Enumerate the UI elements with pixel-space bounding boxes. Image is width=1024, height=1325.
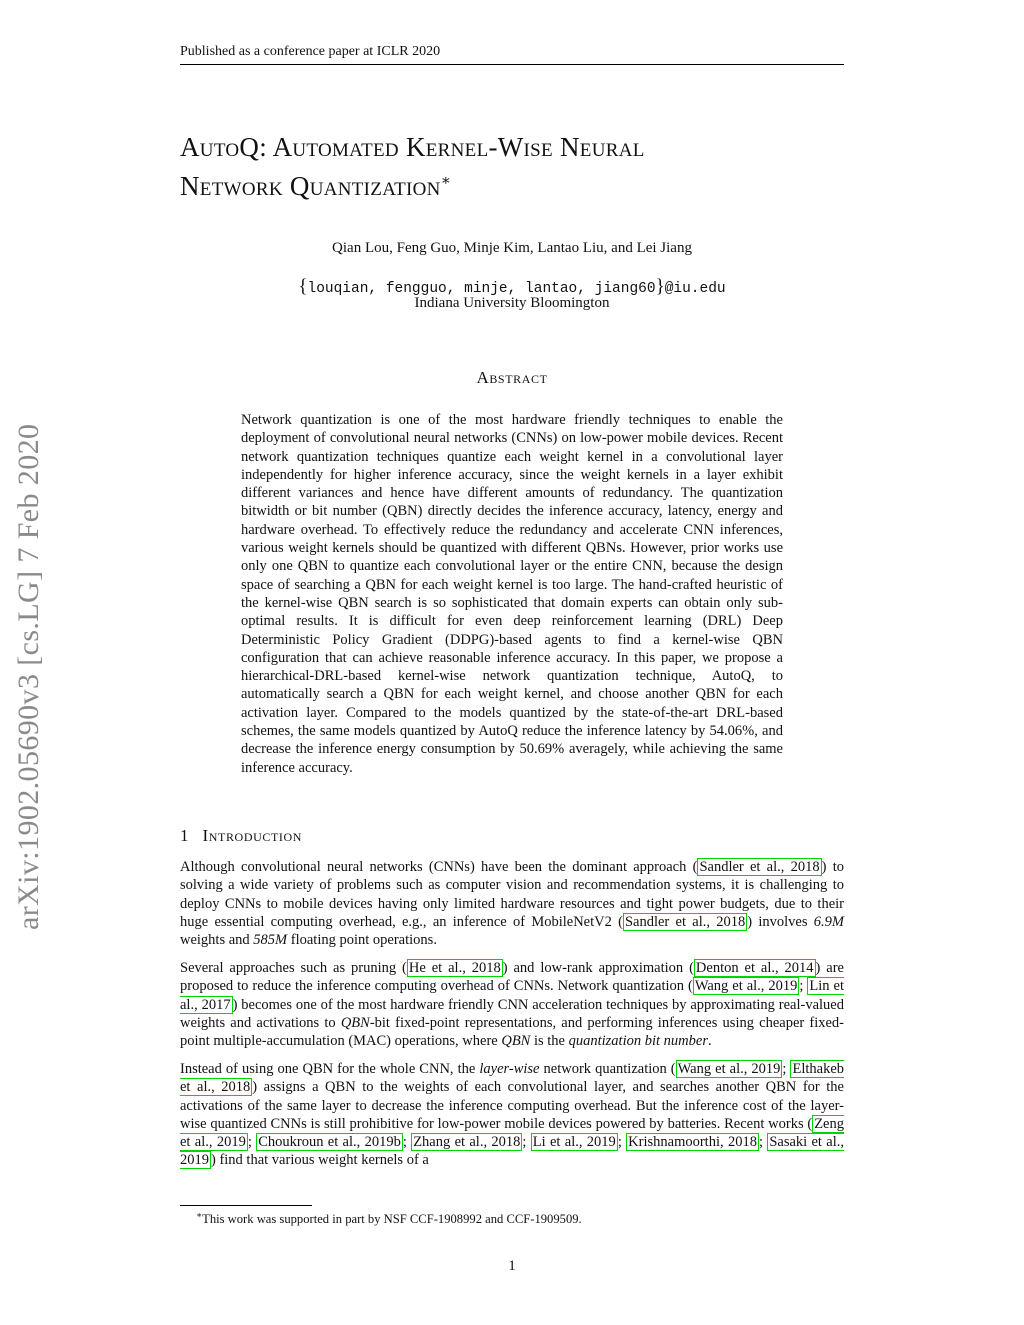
math-inline: 585M	[253, 932, 288, 949]
text-run: ) and low-rank approximation (	[502, 959, 694, 976]
text-run: .	[707, 1033, 712, 1050]
text-run: Although convolutional neural networks (CNNs) have been the dominant approach (	[180, 859, 698, 875]
citation-link[interactable]: Zhang et al., 2018	[413, 1134, 521, 1151]
text-run: ;	[758, 1134, 768, 1151]
text-run: ) assigns a QBN to the weights of each convolutional layer, and searches another QBN for the activations of the same layer to decrease the inference computing overhead. But the inference cost of the layer-wise quantized CNNs is still prohibitive for low-power mobile devices powered by batteries. Recent works (	[180, 1079, 844, 1132]
citation-link[interactable]: Sasaki et al., 2019	[180, 1134, 844, 1169]
text-run: -bit fixed-point representations, and performing inferences using cheaper fixed-point multiple-accumulation (MAC) operations, where	[180, 1014, 845, 1050]
text-run: ) find that various weight kernels of a	[211, 1152, 429, 1169]
text-run: ) to solving a wide variety of problems such as computer vision and recommendation systems, it is challenging to deploy CNNs to mobile devices having only limited hardware resources and tight power budgets, due to their huge essential computing overhead, e.g., an inference of MobileNetV2 (	[180, 859, 844, 930]
section-number: 1	[180, 826, 189, 845]
text-run: Instead of using one QBN for the whole CNN, the	[180, 1060, 480, 1077]
text-run: Several approaches such as pruning (	[180, 959, 407, 976]
affiliation: Indiana University Bloomington	[414, 295, 610, 311]
text-run: ) involves	[747, 913, 814, 930]
text-run: ;	[402, 1134, 412, 1151]
text-run: ;	[782, 1060, 791, 1077]
email-close-brace: }	[655, 276, 665, 297]
citation-link[interactable]: He et al., 2018	[408, 959, 501, 976]
email-names: louqian, fengguo, minje, lantao, jiang60	[307, 281, 656, 297]
text-run: weights and	[180, 932, 254, 949]
citation-link[interactable]: Wang et al., 2019	[694, 978, 798, 995]
text-run: floating point operations.	[287, 932, 437, 949]
section-heading	[180, 826, 302, 846]
title-line-2: Network Quantization	[180, 171, 441, 201]
citation-link[interactable]: Denton et al., 2014	[695, 959, 814, 976]
text-run: ;	[617, 1134, 627, 1151]
paragraph	[180, 858, 844, 949]
abstract-text: Network quantization is one of the most hardware friendly techniques to enable the deployment of convolutional neural networks (CNNs) on low-power mobile devices. Recent network quantization techniques quantize each weight kernel in a convolutional layer independently for higher inference accuracy, since the weight kernels in a layer exhibit different variances and hence have different amounts of redundancy. The quantization bitwidth or bit number (QBN) directly decides the inference accuracy, latency, energy and hardware overhead. To effectively reduce the redundancy and accelerate CNN inferences, various weight kernels should be quantized with different QBNs. However, prior works use only one QBN to quantize each convolutional layer or the entire CNN, because the design space of searching a QBN for each weight kernel is too large. The hand-crafted heuristic of the kernel-wise QBN search is so sophisticated that domain experts can obtain only sub-optimal results. It is difficult for even deep reinforcement learning (DRL) Deep Deterministic Policy Gradient (DDPG)-based agents to find a kernel-wise QBN configuration that can achieve reasonable inference accuracy. In this paper, we propose a hierarchical-DRL-based kernel-wise network quantization technique, AutoQ, to automatically search a QBN for each weight kernel, and choose another QBN for each activation layer. Compared to the models quantized by the state-of-the-art DRL-based schemes, the same models quantized by AutoQ reduce the inference latency by 54.06%, and decrease the inference energy consumption by 50.69% averagely, while achieving the same inference accuracy.	[241, 412, 783, 776]
abstract-heading: Abstract	[476, 368, 548, 387]
math-inline: QBN	[340, 1014, 370, 1031]
text-run: ) are proposed to reduce the inference computing overhead of CNNs. Network quantization (	[180, 959, 844, 995]
title-line-1: AutoQ: Automated Kernel-Wise Neural	[180, 132, 645, 162]
email-open-brace: {	[298, 276, 308, 297]
footnote-text: This work was supported in part by NSF CCF-1908992 and CCF-1909509.	[202, 1212, 582, 1227]
text-run: ;	[522, 1134, 531, 1151]
text-run: ;	[799, 978, 808, 995]
paper-title	[180, 130, 844, 203]
paragraph	[180, 1060, 844, 1170]
citation-link[interactable]: Elthakeb et al., 2018	[180, 1060, 845, 1096]
header-rule	[180, 64, 844, 65]
citation-link[interactable]: Li et al., 2019	[532, 1134, 616, 1151]
citation-link[interactable]: Choukroun et al., 2019b	[258, 1134, 401, 1151]
citation-link[interactable]: Lin et al., 2017	[180, 978, 844, 1013]
citation-link[interactable]: Zeng et al., 2019	[180, 1115, 844, 1151]
paragraph	[180, 959, 844, 1050]
text-run: network quantization (	[539, 1060, 676, 1077]
footnote-rule	[180, 1205, 312, 1206]
emphasis-text: quantization bit number	[568, 1033, 708, 1050]
math-inline: QBN	[501, 1033, 531, 1050]
math-inline: 6.9M	[813, 913, 844, 930]
text-run: ;	[247, 1134, 257, 1151]
citation-link[interactable]: Krishnamoorthi, 2018	[628, 1134, 757, 1151]
footnote	[196, 1210, 582, 1227]
text-run: is the	[530, 1033, 569, 1050]
citation-link[interactable]: Sandler et al., 2018	[624, 913, 746, 930]
citation-link[interactable]: Wang et al., 2019	[677, 1060, 781, 1077]
email-domain: @iu.edu	[664, 281, 726, 297]
citation-link[interactable]: Sandler et al., 2018	[699, 859, 820, 875]
introduction-body	[180, 858, 844, 1179]
section-title: Introduction	[202, 826, 303, 845]
author-list: Qian Lou, Feng Guo, Minje Kim, Lantao Liu, and Lei Jiang	[332, 240, 692, 256]
arxiv-stamp: arXiv:1902.05690v3 [cs.LG] 7 Feb 2020	[12, 423, 45, 930]
text-run: ) becomes one of the most hardware friendly CNN acceleration techniques by approximating real-valued weights and activations to	[180, 996, 844, 1031]
footnote-mark: ∗	[196, 1210, 203, 1220]
running-head: Published as a conference paper at ICLR 2020	[180, 44, 441, 59]
emphasis-text: layer-wise	[479, 1060, 540, 1077]
page-number: 1	[508, 1258, 516, 1274]
title-footnote-mark: ∗	[440, 173, 452, 189]
